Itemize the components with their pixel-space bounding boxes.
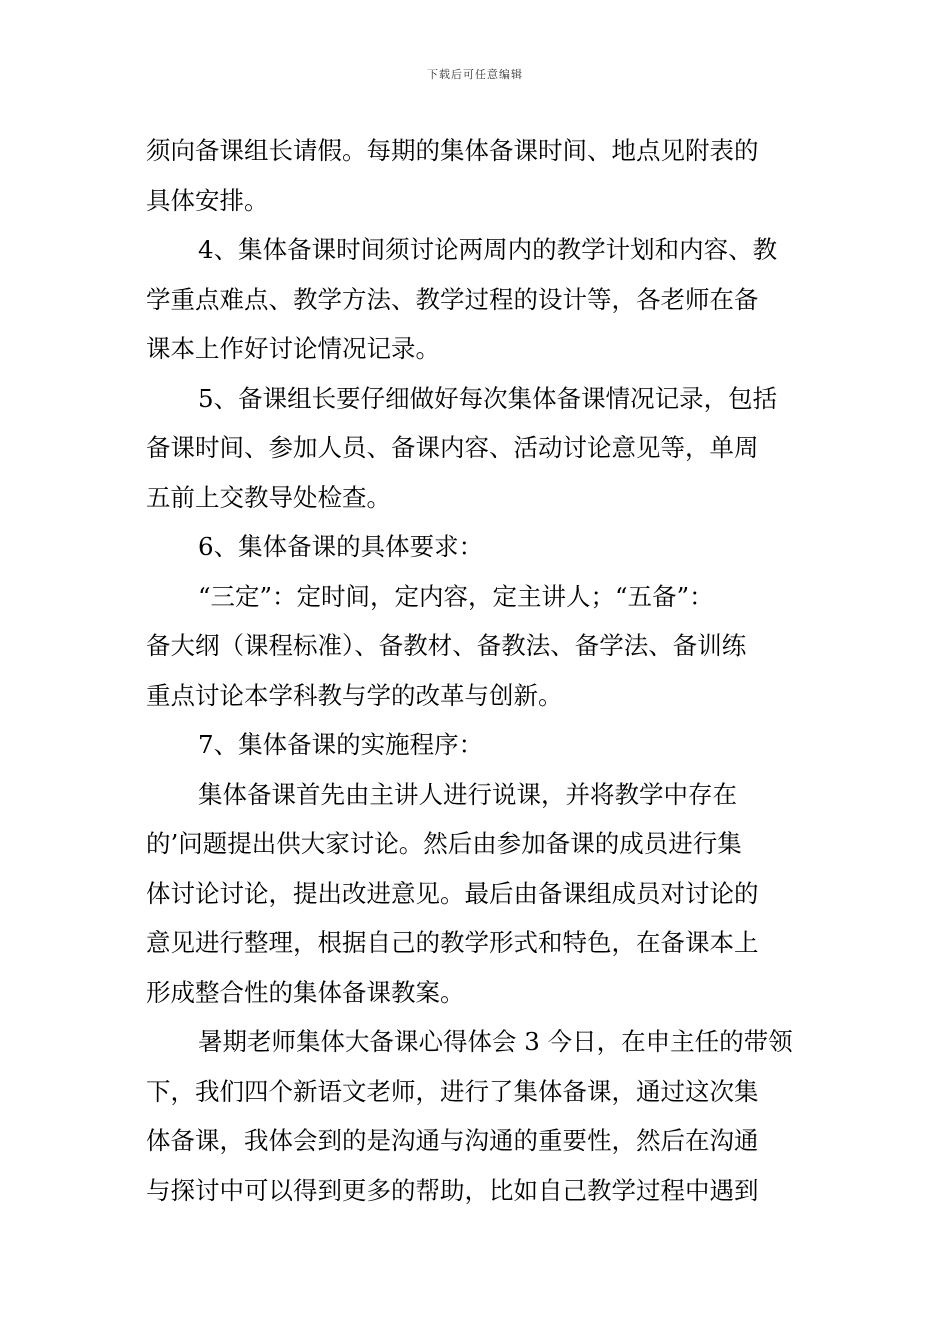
text-line: 具体安排。 [146,185,269,215]
page-header: 下载后可任意编辑 [427,68,523,81]
text-line: 体讨论讨论，提出改进意见。最后由备课组成员对讨论的 [146,878,759,908]
text-line: 体备课，我体会到的是沟通与沟通的重要性，然后在沟通 [146,1126,759,1155]
text-line: 备课时间、参加人员、备课内容、活动讨论意见等，单周 [146,433,759,462]
text-line: 7、集体备课的实施程序： [198,730,484,759]
text-line: 集体备课首先由主讲人进行说课，并将教学中存在 [198,779,737,809]
text-line: 课本上作好讨论情况记录。 [146,334,440,363]
text-line: “三定”：定时间，定内容，定主讲人；“五备”： [198,581,714,611]
text-line: 须向备课组长请假。每期的集体备课时间、地点见附表的 [146,136,759,165]
text-line: 暑期老师集体大备课心得体会 3 今日，在申主任的带领 [198,1027,793,1056]
document-body [146,126,806,1215]
text-line: 意见进行整理，根据自己的教学形式和特色，在备课本上 [146,928,759,957]
text-line: 与探讨中可以得到更多的帮助，比如自己教学过程中遇到 [146,1175,759,1205]
text-line: 4、集体备课时间须讨论两周内的教学计划和内容、教 [198,235,778,264]
text-line: 备大纲（课程标准）、备教材、备教法、备学法、备训练 [146,631,747,660]
text-line: 学重点难点、教学方法、教学过程的设计等，各老师在备 [146,284,759,314]
text-line: 5、备课组长要仔细做好每次集体备课情况记录，包括 [198,383,778,413]
text-line: 的’问题提出供大家讨论。然后由参加备课的成员进行集 [146,829,742,858]
text-line: 重点讨论本学科教与学的改革与创新。 [146,680,563,710]
text-line: 五前上交教导处检查。 [146,482,391,512]
text-line: 6、集体备课的具体要求： [198,532,484,561]
text-line: 形成整合性的集体备课教案。 [146,977,465,1007]
text-line: 下，我们四个新语文老师，进行了集体备课，通过这次集 [146,1076,759,1106]
